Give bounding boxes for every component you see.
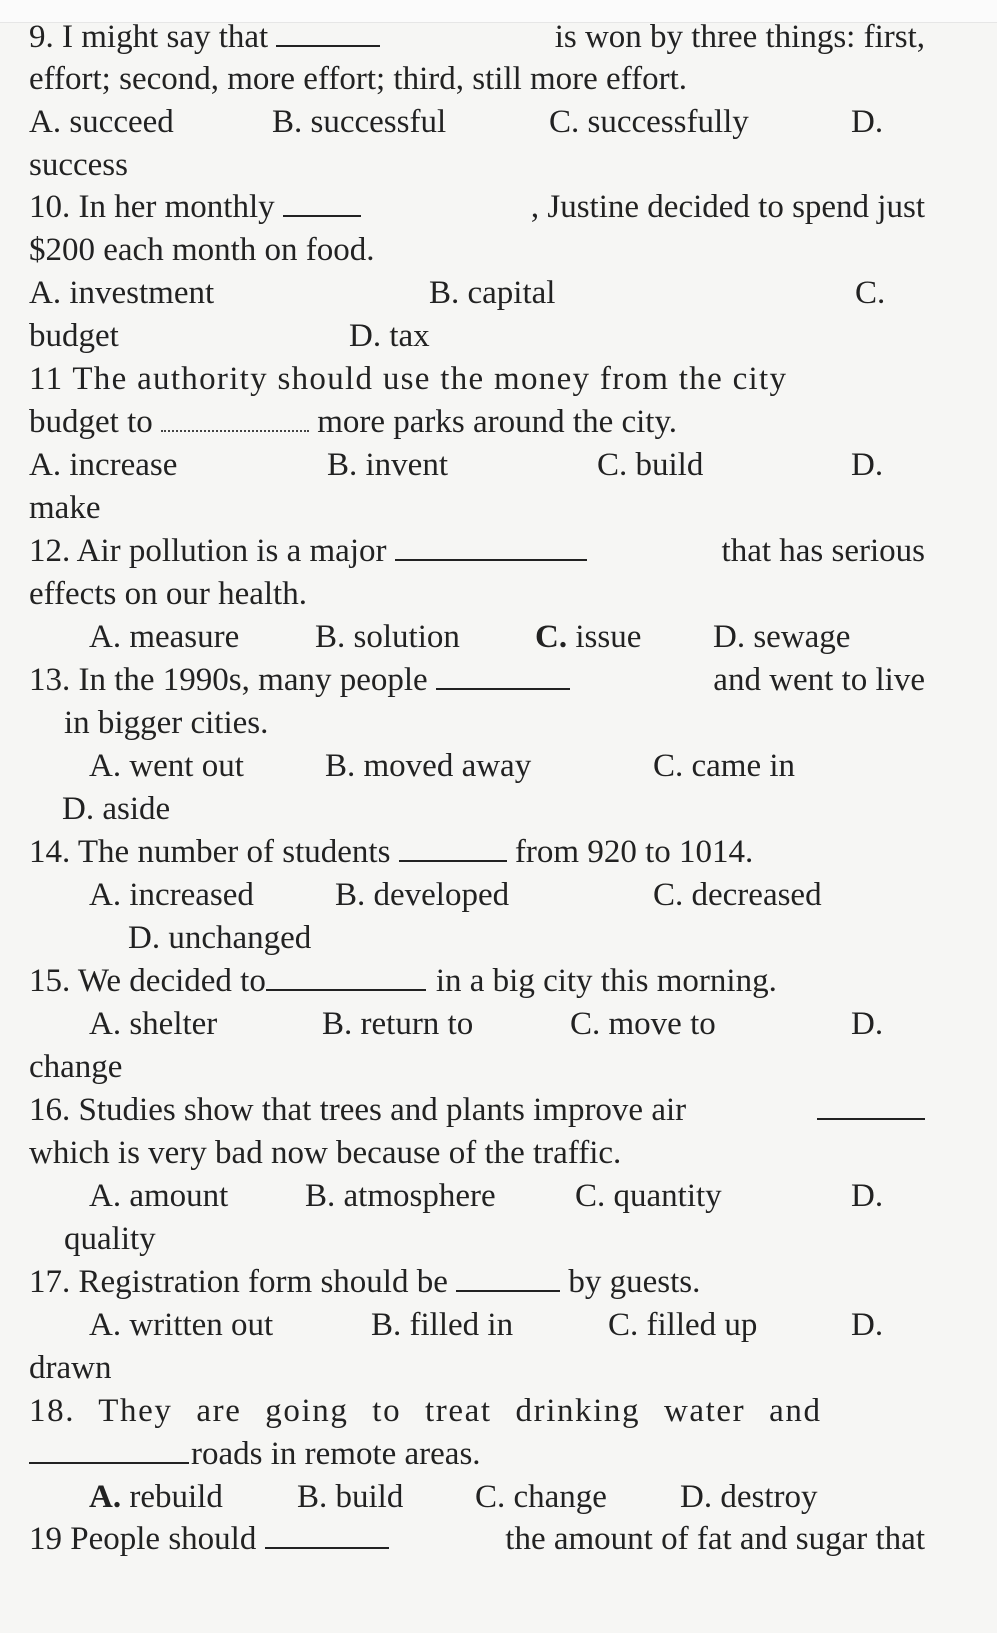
q18-option-a	[89, 1477, 223, 1517]
q10-options-line-2	[29, 316, 925, 356]
q15-option-d-label: D.	[851, 1006, 884, 1042]
q19-stem-part-2: the amount of fat and sugar that	[505, 1521, 925, 1557]
q16-option-c: C. quantity	[575, 1178, 722, 1214]
q17-options	[29, 1305, 925, 1345]
q12-stem-line-1	[29, 531, 925, 571]
q15-option-a: A. shelter	[89, 1006, 218, 1042]
q15-option-b: B. return to	[322, 1006, 474, 1042]
q10-option-c-text: budget	[29, 318, 119, 354]
q10-option-a: A. investment	[29, 275, 215, 311]
q15-blank	[266, 961, 426, 991]
q9-option-a: A. succeed	[29, 104, 174, 140]
q14-stem-line-1	[29, 832, 925, 872]
q19-blank	[265, 1519, 389, 1549]
q18-option-c: C. change	[475, 1479, 607, 1515]
q18-stem-line-2	[29, 1434, 925, 1474]
q14-option-d: D. unchanged	[128, 920, 312, 956]
q15-option-d-text: change	[29, 1049, 123, 1085]
q17-option-c: C. filled up	[608, 1307, 758, 1343]
q12-option-c-text: issue	[575, 619, 642, 655]
q13-blank	[436, 660, 570, 690]
q10-stem-line-2: $200 each month on food.	[29, 232, 375, 268]
q12-option-d: D. sewage	[713, 619, 851, 655]
q16-option-d-label: D.	[851, 1178, 884, 1214]
q17-option-d-label: D.	[851, 1307, 884, 1343]
q10-option-b: B. capital	[429, 275, 556, 311]
q13-stem-line-1	[29, 660, 925, 700]
q11-option-b: B. invent	[327, 447, 448, 483]
q17-stem-part-2: by guests.	[568, 1264, 701, 1300]
q9-option-d-label: D.	[851, 104, 884, 140]
q16-option-d-text: quality	[64, 1221, 156, 1257]
q16-option-b: B. atmosphere	[305, 1178, 496, 1214]
q18-stem-part-2: roads in remote areas.	[191, 1436, 481, 1472]
q18-option-a-text: rebuild	[129, 1479, 223, 1515]
q9-stem-part-1: 9. I might say that	[29, 19, 269, 55]
q12-stem-part-1: 12. Air pollution is a major	[29, 533, 387, 569]
q12-options	[29, 617, 925, 657]
q17-stem-line-1	[29, 1262, 925, 1302]
q12-option-a: A. measure	[89, 619, 240, 655]
q19-stem-line-1	[29, 1519, 925, 1559]
q14-option-a: A. increased	[89, 877, 254, 913]
q13-stem-part-1: 13. In the 1990s, many people	[29, 662, 428, 698]
q18-options	[29, 1477, 925, 1517]
q13-stem-part-2: and went to live	[713, 662, 925, 698]
q11-stem-part-2: more parks around the city.	[317, 404, 678, 440]
q17-option-b: B. filled in	[371, 1307, 514, 1343]
q10-options	[29, 273, 925, 313]
q10-option-c-label: C.	[855, 275, 886, 311]
q11-stem-line-2	[29, 402, 925, 442]
q9-stem-part-2: is won by three things: first,	[554, 19, 925, 55]
q9-blank	[276, 17, 380, 47]
q12-stem-line-2: effects on our health.	[29, 576, 307, 612]
q9-option-c: C. successfully	[549, 104, 749, 140]
q16-stem-line-2: which is very bad now because of the traffic.	[29, 1135, 622, 1171]
q16-blank	[817, 1090, 925, 1120]
q19-stem-part-1: 19 People should	[29, 1521, 257, 1557]
q11-options	[29, 445, 925, 485]
q11-stem-line-1: 11 The authority should use the money from the city	[29, 361, 788, 397]
q14-stem-part-2: from 920 to 1014.	[514, 834, 754, 870]
q17-option-a: A. written out	[89, 1307, 274, 1343]
q10-blank	[283, 187, 361, 217]
q9-stem-line-1	[29, 17, 925, 57]
q12-option-b: B. solution	[315, 619, 460, 655]
q16-option-a: A. amount	[89, 1178, 229, 1214]
q11-option-c: C. build	[597, 447, 704, 483]
q13-option-a: A. went out	[89, 748, 244, 784]
q14-option-b: B. developed	[335, 877, 510, 913]
q11-option-d-label: D.	[851, 447, 884, 483]
q18-option-b: B. build	[297, 1479, 404, 1515]
q11-option-d-text: make	[29, 490, 101, 526]
q18-stem-line-1: 18. They are going to treat drinking water and	[29, 1393, 822, 1429]
q18-option-d: D. destroy	[680, 1479, 818, 1515]
q13-stem-line-2: in bigger cities.	[64, 705, 269, 741]
q12-blank	[395, 531, 587, 561]
q15-option-c: C. move to	[570, 1006, 716, 1042]
q16-options	[29, 1176, 925, 1216]
q13-options	[29, 746, 925, 786]
q13-option-d: D. aside	[62, 791, 171, 827]
q12-stem-part-2: that has serious	[721, 533, 925, 569]
q10-stem-part-2: , Justine decided to spend just	[530, 189, 925, 225]
q10-stem-part-1: 10. In her monthly	[29, 189, 275, 225]
q17-blank	[456, 1262, 560, 1292]
q16-stem-line-1	[29, 1090, 925, 1130]
q18-blank	[29, 1434, 189, 1464]
q12-option-c-label: C.	[535, 619, 568, 655]
q15-stem-part-2: in a big city this morning.	[435, 963, 777, 999]
q9-options	[29, 102, 925, 142]
q15-stem-line-1	[29, 961, 925, 1001]
q17-stem-part-1: 17. Registration form should be	[29, 1264, 448, 1300]
q12-option-c	[535, 617, 641, 657]
q13-option-c: C. came in	[653, 748, 796, 784]
q17-option-d-text: drawn	[29, 1350, 112, 1386]
q14-option-c: C. decreased	[653, 877, 822, 913]
q9-option-b: B. successful	[272, 104, 447, 140]
q16-stem-part-1: 16. Studies show that trees and plants improve air	[29, 1092, 687, 1128]
q14-options	[29, 875, 925, 915]
q15-stem-part-1: 15. We decided to	[29, 963, 266, 999]
q11-stem-part-1: budget to	[29, 404, 153, 440]
q14-blank	[399, 832, 507, 862]
q9-stem-line-2: effort; second, more effort; third, still more effort.	[29, 61, 687, 97]
q10-stem-line-1	[29, 187, 925, 227]
q11-option-a: A. increase	[29, 447, 178, 483]
q15-options	[29, 1004, 925, 1044]
q18-option-a-label: A.	[89, 1479, 122, 1515]
q10-option-d: D. tax	[349, 318, 430, 354]
q9-option-d-text: success	[29, 147, 128, 183]
q14-stem-part-1: 14. The number of students	[29, 834, 391, 870]
q11-blank	[161, 402, 309, 432]
q13-option-b: B. moved away	[325, 748, 532, 784]
